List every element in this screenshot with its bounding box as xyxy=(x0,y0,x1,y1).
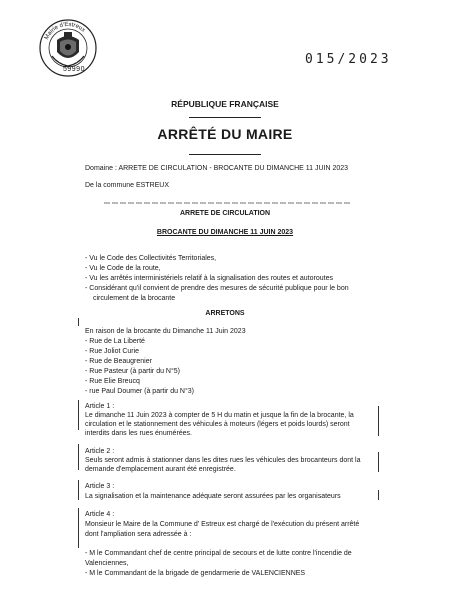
scan-margin-mark xyxy=(378,452,379,472)
intro-line: En raison de la brocante du Dimanche 11 Juin 2023 xyxy=(85,328,246,335)
arrete-number: 015/2023 xyxy=(305,52,392,67)
street-item: - Rue Joliot Curie xyxy=(85,348,140,355)
article-line: dont l'ampliation sera adressée à : xyxy=(85,531,192,538)
domaine-line: Domaine : ARRETE DE CIRCULATION - BROCANTE DU DIMANCHE 11 JUIN 2023 xyxy=(85,165,349,172)
considerant-line: - Vu le Code des Collectivités Territoriales, xyxy=(85,255,217,262)
article-line: Le dimanche 11 Juin 2023 à compter de 5 H du matin et jusque la fin de la brocante, la xyxy=(85,412,354,419)
seal-number: 59990 xyxy=(63,66,85,73)
article-line: Seuls seront admis à stationner dans les dites rues les véhicules des brocanteurs dont la xyxy=(85,457,361,464)
article-title: Article 4 : xyxy=(85,511,115,518)
scan-margin-mark xyxy=(78,400,79,430)
rule-top xyxy=(189,117,261,118)
article-line: La signalisation et la maintenance adéquate seront assurées par les organisateurs xyxy=(85,493,341,500)
scan-margin-mark xyxy=(378,490,379,500)
considerant-line: circulement de la brocante xyxy=(93,295,176,302)
article-line: - M le Commandant chef de centre principal de secours et de lutte contre l'incendie de xyxy=(85,550,352,557)
article-line: Valenciennes, xyxy=(85,560,129,567)
document-title: ARRÊTÉ DU MAIRE xyxy=(157,126,293,142)
considerant-line: - Vu les arrêtés interministériels relatif à la signalisation des routes et autoroutes xyxy=(85,275,333,282)
article-title: Article 1 : xyxy=(85,403,115,410)
street-item: - Rue de La Liberté xyxy=(85,338,145,345)
arrete-heading: ARRETE DE CIRCULATION xyxy=(179,210,271,217)
commune-line: De la commune ESTREUX xyxy=(85,182,170,189)
rule-bottom xyxy=(189,154,261,155)
street-item: - rue Paul Doumer (à partir du N°3) xyxy=(85,388,195,395)
article-line: - M le Commandant de la brigade de gendarmerie de VALENCIENNES xyxy=(85,570,306,577)
svg-text:Mairie d'Estreux: Mairie d'Estreux xyxy=(43,21,86,41)
scan-margin-mark xyxy=(378,406,379,436)
considerant-line: - Vu le Code de la route, xyxy=(85,265,161,272)
article-title: Article 3 : xyxy=(85,483,115,490)
article-line: Monsieur le Maire de la Commune d' Estreux est chargé de l'exécution du présent arrêté xyxy=(85,521,360,528)
scan-artifact-line xyxy=(104,202,352,204)
article-title: Article 2 : xyxy=(85,448,115,455)
republique-heading: RÉPUBLIQUE FRANÇAISE xyxy=(171,99,279,109)
scan-margin-mark xyxy=(78,480,79,500)
arrete-subheading: BROCANTE DU DIMANCHE 11 JUIN 2023 xyxy=(156,229,294,236)
street-item: - Rue Elie Breucq xyxy=(85,378,140,385)
arretons-heading: ARRETONS xyxy=(205,310,245,317)
scan-margin-mark xyxy=(78,318,79,326)
considerant-line: - Considérant qu'il convient de prendre des mesures de sécurité publique pour le bon xyxy=(85,285,349,292)
street-item: - Rue Pasteur (à partir du N°5) xyxy=(85,368,181,375)
article-line: demande d'emplacement aurant été enregistrée. xyxy=(85,466,236,473)
scan-margin-mark xyxy=(78,444,79,470)
article-line: interdits dans les rues énumérées. xyxy=(85,430,192,437)
street-item: - Rue de Beaugrenier xyxy=(85,358,152,365)
article-line: circulation et le stationnement des véhicules à moteurs (légers et poids lourds) seront xyxy=(85,421,350,428)
scan-margin-mark xyxy=(78,508,79,548)
